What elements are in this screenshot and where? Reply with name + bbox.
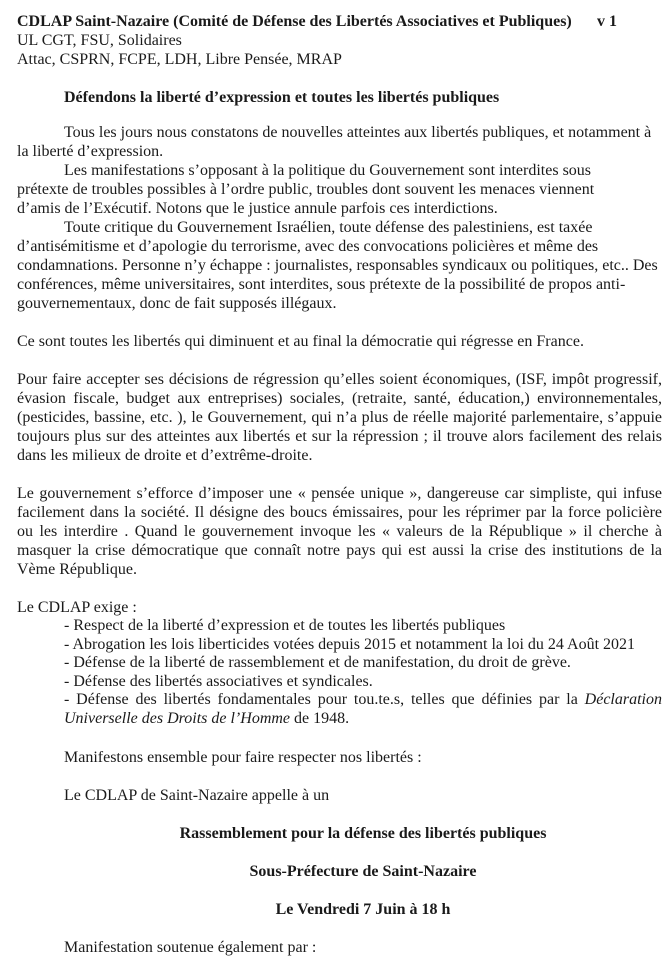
demand-udhr-suffix: de 1948.: [290, 709, 350, 727]
spacer: [17, 313, 662, 332]
spacer: [17, 579, 662, 598]
spacer: [17, 107, 662, 123]
associations-line: Attac, CSPRN, FCPE, LDH, Libre Pensée, MRAP: [17, 51, 342, 68]
organization-title: CDLAP Saint-Nazaire (Comité de Défense des Libertés Associatives et Publiques): [17, 13, 572, 30]
demands-list: [17, 617, 662, 729]
paragraph-intro-2: Les manifestations s’opposant à la politique du Gouvernement sont interdites sous prétexte de troubles possibles à l’ordre public, troubles dont souvent les menaces viennent d’amis de l’Exécutif. Notons que le justice annule parfois ces interdictions.: [17, 162, 595, 217]
paragraph-regression: Pour faire accepter ses décisions de régression qu’elles soient économiques, (ISF, impôt progressif, évasion fiscale, budget aux entreprises) sociales, (retraite, santé, éducation,) environnementales, (pesticides, bassine, etc. ), le Gouvernement, qui n’a plus de réelle majorité parlementaire, s’appuie toujours plus sur des atteintes aux libertés et sur la répression ; il trouve alors facilement des relais dans les milieux de droite et d’extrême-droite.: [17, 371, 662, 464]
spacer: [17, 767, 662, 786]
demand-item: - Abrogation les lois liberticides votées depuis 2015 et notamment la loi du 24 Août 2021: [64, 635, 636, 653]
paragraph-pensee-unique: Le gouvernement s’efforce d’imposer une « pensée unique », dangereuse car simpliste, qui infuse facilement dans la société. Il désigne des boucs émissaires, pour les réprimer par la force policière ou les interdire . Quand le gouvernement invoque les « valeurs de la République » il cherche à masquer la crise démocratique que connaît notre pays qui est aussi la crise des institutions de la Vème République.: [17, 485, 662, 578]
unions-line: UL CGT, FSU, Solidaires: [17, 32, 182, 49]
version-label: v 1: [597, 13, 617, 30]
event-location: Sous-Préfecture de Saint-Nazaire: [249, 862, 477, 880]
event-datetime: Le Vendredi 7 Juin à 18 h: [275, 900, 451, 918]
document-page: [17, 12, 662, 957]
spacer: [17, 881, 662, 900]
spacer: [17, 805, 662, 824]
demand-udhr-prefix: - Défense des libertés fondamentales pour tou.te.s, telles que définies par la: [64, 691, 585, 709]
udhr-title: Déclaration Universelle des Droits de l’Homme: [64, 691, 662, 727]
event-title: Rassemblement pour la défense des libertés publiques: [179, 824, 547, 842]
spacer: [17, 465, 662, 484]
spacer: [17, 729, 662, 748]
demand-item: - Respect de la liberté d’expression et de toutes les libertés publiques: [64, 617, 506, 634]
spacer: [17, 919, 662, 938]
spacer: [17, 351, 662, 370]
demand-item: - Défense de la liberté de rassemblement et de manifestation, du droit de grève.: [64, 654, 571, 672]
appeal-text: Le CDLAP de Saint-Nazaire appelle à un: [64, 786, 330, 804]
spacer: [17, 843, 662, 862]
demands-intro: Le CDLAP exige :: [17, 599, 137, 616]
call-to-action: Manifestons ensemble pour faire respecter nos libertés :: [64, 748, 422, 766]
document-heading: Défendons la liberté d’expression et toutes les libertés publiques: [64, 89, 500, 106]
spacer: [17, 69, 662, 88]
demand-item: - Défense des libertés associatives et syndicales.: [64, 672, 373, 690]
paragraph-intro-3: Toute critique du Gouvernement Israélien, toute défense des palestiniens, est taxée d’antisémitisme et d’apologie du terrorisme, avec des convocations policières et même des condamnations. Personne n’y échappe : journalistes, responsables syndicaux ou politiques, etc.. Des conférences, même universitaires, sont interdites, sous prétexte de la possibilité de propos anti-gouvernementaux, donc de fait supposés illégaux.: [17, 219, 658, 312]
paragraph-intro-1: Tous les jours nous constatons de nouvelles atteintes aux libertés publiques, et notamment à la liberté d’expression.: [17, 124, 652, 160]
document-header-title-row: [17, 12, 617, 31]
supported-by-text: Manifestation soutenue également par :: [64, 938, 317, 956]
demand-item-udhr: [64, 691, 662, 728]
paragraph-democracy: Ce sont toutes les libertés qui diminuent et au final la démocratie qui régresse en France.: [17, 333, 584, 350]
